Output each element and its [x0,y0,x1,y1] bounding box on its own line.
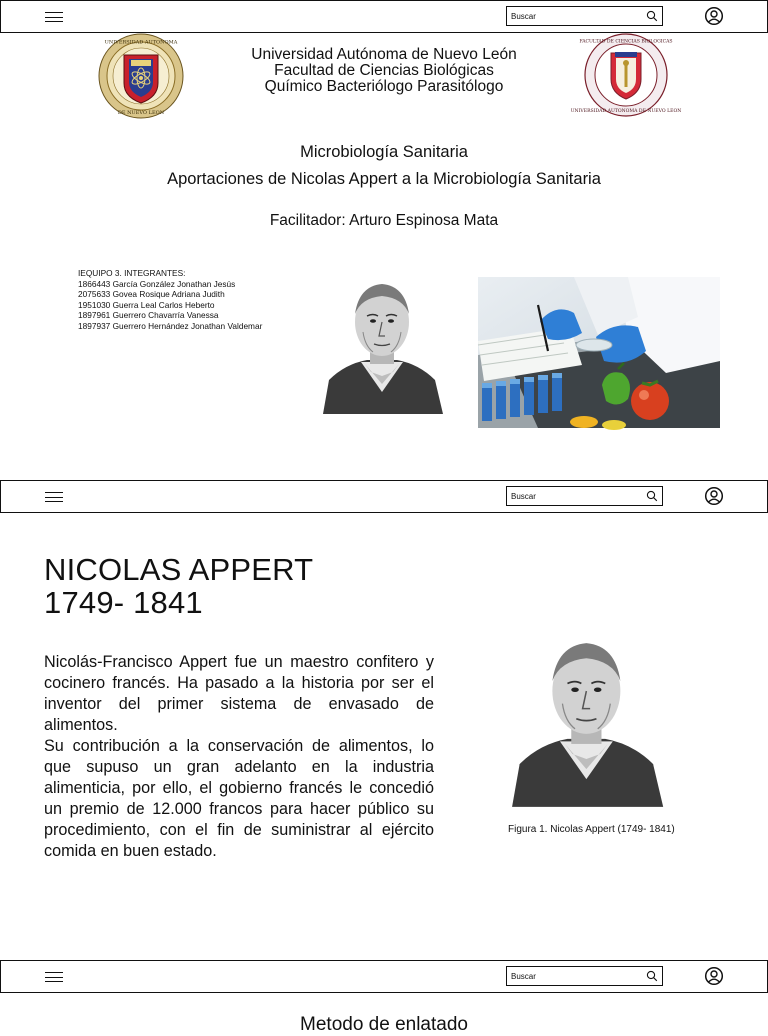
appert-heading [44,553,313,619]
appert-portrait-image [315,276,450,414]
laboratory-food-photo [478,277,720,428]
hamburger-menu-icon[interactable] [45,490,63,504]
university-heading [0,47,768,95]
team-member: 1897937 Guerrero Hernández Jonathan Valdemar [78,320,263,331]
team-member: 1866443 García González Jonathan Jesús [78,278,236,289]
toolbar-3 [0,960,768,993]
search-field[interactable] [506,486,663,506]
toolbar-2 [0,480,768,513]
search-input[interactable] [507,967,646,985]
appert-portrait-figure [502,630,672,810]
toolbar-1 [0,0,768,33]
hamburger-menu-icon[interactable] [45,970,63,984]
team-member: 1951030 Guerra Leal Carlos Heberto [78,299,215,310]
team-member: 2075633 Govea Rosique Adriana Judith [78,289,225,300]
biography-text [44,652,434,862]
team-member: 1897961 Guerrero Chavarría Vanessa [78,310,219,321]
search-field[interactable] [506,6,663,26]
search-icon[interactable] [646,490,658,502]
biography-paragraph: Su contribución a la conservación de alimentos, lo que supuso un gran adelanto en la industria alimenticia, por ello, el gobierno francés le concedió un premio de 12.000 francos para hacer público su procedimiento, con el fin de suministrar al ejército comida en buen estado. [44,737,434,860]
svg-text:FACULTAD DE CIENCIAS BIOLOGICA: FACULTAD DE CIENCIAS BIOLOGICAS [579,39,673,45]
university-name: Universidad Autónoma de Nuevo León [251,46,517,63]
program-name: Químico Bacteriólogo Parasitólogo [264,78,504,95]
subject-title: Microbiología Sanitaria [300,143,468,161]
svg-text:UNIVERSIDAD AUTONOMA DE NUEVO: UNIVERSIDAD AUTONOMA DE NUEVO LEON [570,109,682,114]
search-input[interactable] [507,487,646,505]
team-heading: IEQUIPO 3. INTEGRANTES: [78,268,186,278]
team-members-list [78,268,262,332]
user-account-icon[interactable] [704,966,724,986]
heading-name: NICOLAS APPERT [44,552,314,587]
slide-3-title: Metodo de enlatado [300,1014,468,1035]
biography-paragraph: Nicolás-Francisco Appert fue un maestro confitero y cocinero francés. Ha pasado a la historia por ser el inventor del primer sistema de envasado de alimentos. [44,653,434,734]
svg-text:UNIVERSIDAD AUTONOMA: UNIVERSIDAD AUTONOMA [104,39,178,46]
faculty-name: Facultad de Ciencias Biológicas [274,62,494,79]
user-account-icon[interactable] [704,6,724,26]
presentation-title: Aportaciones de Nicolas Appert a la Microbiología Sanitaria [167,170,601,188]
heading-years: 1749- 1841 [44,585,203,620]
facilitator-name: Facilitador: Arturo Espinosa Mata [269,212,499,229]
search-icon[interactable] [646,970,658,982]
search-icon[interactable] [646,10,658,22]
hamburger-menu-icon[interactable] [45,10,63,24]
svg-text:DE NUEVO LEON: DE NUEVO LEON [117,110,165,116]
user-account-icon[interactable] [704,486,724,506]
figure-caption: Figura 1. Nicolas Appert (1749- 1841) [508,824,675,835]
search-input[interactable] [507,7,646,25]
search-field[interactable] [506,966,663,986]
